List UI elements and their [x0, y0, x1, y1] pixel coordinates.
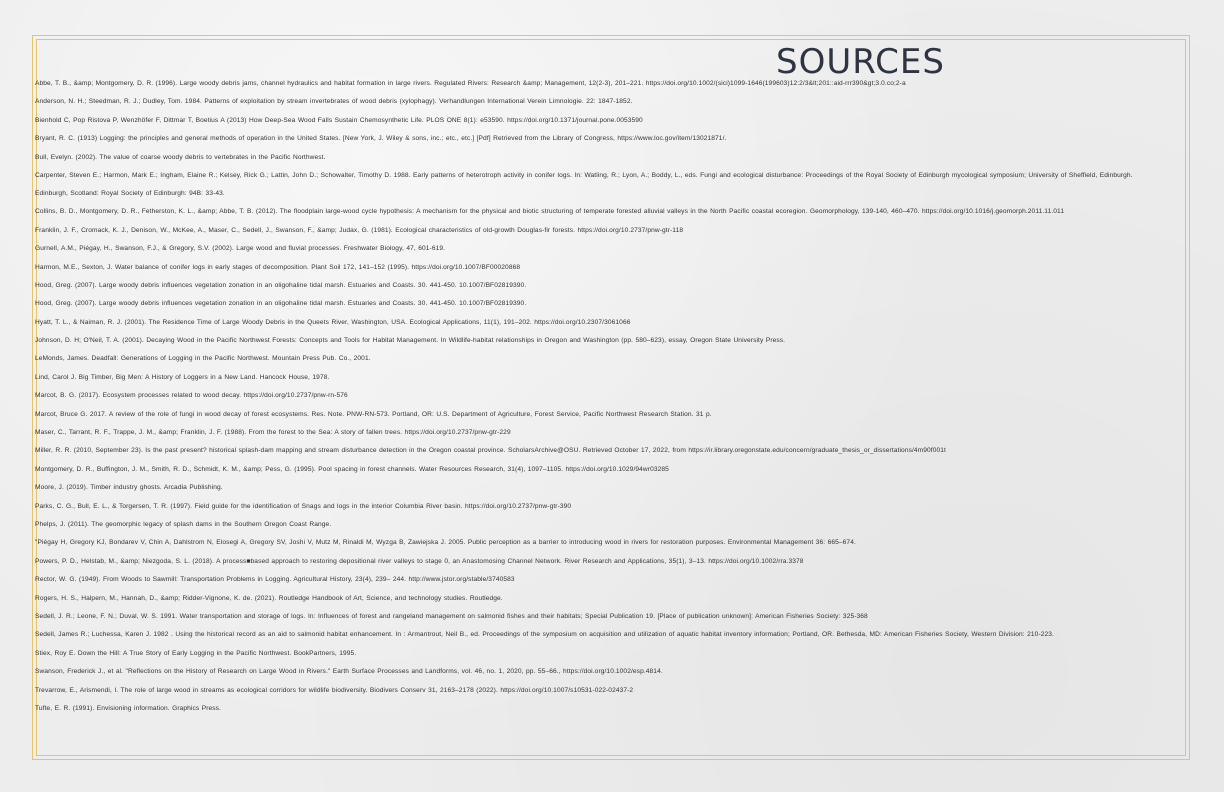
reference-entry — [35, 650, 1183, 658]
reference-entry — [35, 613, 1183, 621]
reference-text-line: Carpenter, Steven E.; Harmon, Mark E.; Ingham, Elaine R.; Kelsey, Rick G.; Lattin, John D.; Schowalter, Timothy D. 1988. Early patterns of heterotroph activity in conifer logs. In: Watling, R.; Lyon, A.; Boddy, L., eds. Fungi and ecological disturbance: Proceedings of the Royal Society of Edinburgh mycological symposium; University of Sheffield, Edinburgh. — [35, 171, 1133, 179]
reference-text-line: Hood, Greg. (2007). Large woody debris influences vegetation zonation in an oligohaline tidal marsh. Estuaries and Coasts. 30. 441-450. 10.1007/BF02819390. — [35, 300, 527, 308]
reference-text-line: Marcot, B. G. (2017). Ecosystem processes related to wood decay. https://doi.org/10.2737/pnw-rn-576 — [35, 392, 348, 400]
reference-text-line: Bienhold C, Pop Ristova P, Wenzhöfer F, Dittmar T, Boetius A (2013) How Deep-Sea Wood Falls Sustain Chemosynthetic Life. PLOS ONE 8(1): e53590. https://doi.org/10.1371/journal.pone.0053590 — [35, 116, 643, 124]
reference-entry — [35, 668, 1183, 676]
reference-text-line: Powers, P. D., Helstab, M., &amp; Niezgoda, S. L. (2018). A process■based approach to restoring depositional river valleys to stage 0, an Anastomosing Channel Network. River Research and Applications, 35(1), 3–13. https://doi.org/10.1002/rra.3378 — [35, 557, 804, 565]
reference-text-line: Sedell, J. R.; Leone, F. N.; Duval, W. S. 1991. Water transportation and storage of logs. In: Influences of forest and rangeland management on salmonid fishes and their habitats; Special Publication 19. [Place of publication unknown]: American Fisheries Society: 325-368 — [35, 612, 868, 620]
reference-text-line: Collins, B. D., Montgomery, D. R., Fetherston, K. L., &amp; Abbe, T. B. (2012). The floodplain large-wood cycle hypothesis: A mechanism for the physical and biotic structuring of temperate forested alluvial valleys in the North Pacific coastal ecoregion. Geomorphology, 139-140, 460–470. https://doi.org/10.1016/j.geomorph.2011.11.011 — [35, 208, 1065, 216]
reference-entry — [35, 172, 1183, 198]
reference-text-line: Edinburgh, Scotland: Royal Society of Edinburgh: 94B: 33-43. — [35, 189, 225, 197]
reference-entry — [35, 503, 1183, 511]
reference-text-line: Gurnell, A.M., Piégay, H., Swanson, F.J., & Gregory, S.V. (2002). Large wood and fluvial processes. Freshwater Biology, 47, 601-619. — [35, 245, 446, 253]
reference-entry — [35, 539, 1183, 547]
reference-text-line: Stiex, Roy E. Down the Hill: A True Story of Early Logging in the Pacific Northwest. BookPartners, 1995. — [35, 649, 357, 657]
reference-entry — [35, 374, 1183, 382]
reference-entry — [35, 227, 1183, 235]
reference-entry — [35, 319, 1183, 327]
reference-entry — [35, 337, 1183, 345]
reference-entry — [35, 429, 1183, 437]
reference-text-line: Hood, Greg. (2007). Large woody debris influences vegetation zonation in an oligohaline tidal marsh. Estuaries and Coasts. 30. 441-450. 10.1007/BF02819390. — [35, 281, 527, 289]
reference-text-line: Trevarrow, E., Arismendi, I. The role of large wood in streams as ecological corridors for wildlife biodiversity. Biodivers Conserv 31, 2163–2178 (2022). https://doi.org/10.1007/s10531-022-02437-2 — [35, 686, 634, 694]
reference-entry — [35, 135, 1183, 143]
reference-text-line: Lind, Carol J. Big Timber, Big Men: A History of Loggers in a New Land. Hancock House, 1978. — [35, 373, 330, 381]
reference-entry — [35, 264, 1183, 272]
reference-text-line: Abbe, T. B., &amp; Montgomery, D. R. (1996). Large woody debris jams, channel hydraulics and habitat formation in large rivers. Regulated Rivers: Research &amp; Management, 12(2-3), 201–221. https://doi.org/10.1002/(sici)1099-1646(199603)12:2/3&lt;201::aid-rrr390&gt;3.0.co;2-a — [35, 80, 906, 87]
reference-text-line: Swanson, Frederick J., et al. "Reflections on the History of Research on Large Wood in Rivers." Earth Surface Processes and Landforms, vol. 46, no. 1, 2020, pp. 55–66., https://doi.org/10.1002/esp.4814. — [35, 668, 663, 676]
slide-title: SOURCES — [776, 42, 945, 82]
reference-entry — [35, 411, 1183, 419]
reference-text-line: Anderson, N. H.; Steedman, R. J.; Dudley, Tom. 1984. Patterns of exploitation by stream invertebrates of wood debris (xylophagy). Verhandlungen International Verein Limnologie. 22: 1847-1852. — [35, 98, 633, 106]
reference-text-line: Bull, Evelyn. (2002). The value of coarse woody debris to vertebrates in the Pacific Northwest. — [35, 153, 326, 161]
reference-text-line: LeMonds, James. Deadfall: Generations of Logging in the Pacific Northwest. Mountain Press Pub. Co., 2001. — [35, 355, 371, 363]
reference-entry — [35, 300, 1183, 308]
reference-text-line: Parks, C. G., Bull, E. L., & Torgersen, T. R. (1997). Field guide for the identification of Snags and logs in the interior Columbia River basin. https://doi.org/10.2737/pnw-gtr-390 — [35, 502, 572, 510]
reference-entry — [35, 484, 1183, 492]
reference-entry — [35, 595, 1183, 603]
reference-text-line: Phelps, J. (2011). The geomorphic legacy of splash dams in the Southern Oregon Coast Range. — [35, 520, 332, 528]
reference-entry — [35, 576, 1183, 584]
reference-entry — [35, 208, 1183, 216]
reference-text-line: Bryant, R. C. (1913) Logging: the principles and general methods of operation in the United States. [New York, J. Wiley & sons, inc.; etc., etc.] [Pdf] Retrieved from the Library of Congress, https://www.loc.gov/item/13021871/. — [35, 135, 727, 143]
reference-list — [35, 80, 1183, 723]
reference-entry — [35, 355, 1183, 363]
reference-entry — [35, 245, 1183, 253]
reference-text-line: Tufte, E. R. (1991). Envisioning information. Graphics Press. — [35, 704, 221, 712]
reference-entry — [35, 80, 1183, 88]
reference-entry — [35, 154, 1183, 162]
reference-text-line: Marcot, Bruce G. 2017. A review of the role of fungi in wood decay of forest ecosystems. Res. Note. PNW-RN-573. Portland, OR: U.S. Department of Agriculture, Forest Service, Pacific Northwest Research Station. 31 p. — [35, 410, 712, 418]
reference-text-line: Sedell, James R.; Luchessa, Karen J. 1982 . Using the historical record as an aid to salmonid habitat enhancement. In : Armantrout, Neil B., ed. Proceedings of the symposium on acquisition and utilization of aquatic habitat inventory information; Portland, OR. Bethesda, MD: American Fisheries Society, Western Division: 210-223. — [35, 631, 1054, 639]
reference-text-line: Montgomery, D. R., Buffington, J. M., Smith, R. D., Schmidt, K. M., &amp; Pess, G. (1995). Pool spacing in forest channels. Water Resources Research, 31(4), 1097–1105. https://doi.org/10.1029/94wr03285 — [35, 465, 669, 473]
reference-entry — [35, 466, 1183, 474]
reference-entry — [35, 521, 1183, 529]
reference-entry — [35, 392, 1183, 400]
reference-entry — [35, 687, 1183, 695]
reference-entry — [35, 282, 1183, 290]
reference-entry — [35, 558, 1183, 566]
reference-entry — [35, 447, 1183, 455]
reference-entry — [35, 98, 1183, 106]
reference-text-line: Maser, C., Tarrant, R. F., Trappe, J. M., &amp; Franklin, J. F. (1988). From the forest to the Sea: A story of fallen trees. https://doi.org/10.2737/pnw-gtr-229 — [35, 429, 511, 437]
reference-text-line: Hyatt, T. L., & Naiman, R. J. (2001). The Residence Time of Large Woody Debris in the Queets River, Washington, USA. Ecological Applications, 11(1), 191–202. https://doi.org/10.2307/3061066 — [35, 318, 631, 326]
reference-text-line: Franklin, J. F., Cromack, K. J., Denison, W., McKee, A., Maser, C., Sedell, J., Swanson, F., &amp; Judax, G. (1981). Ecological characteristics of old-growth Douglas-fir forests. https://doi.org/10.2737/pnw-gtr-118 — [35, 226, 684, 234]
reference-text-line: "Piégay H, Gregory KJ, Bondarev V, Chin A, Dahlstrom N, Elosegi A, Gregory SV, Joshi V, Mutz M, Rinaldi M, Wyzga B, Zawiejska J. 2005. Public perception as a barrier to introducing wood in rivers for restoration purposes. Environmental Management 36: 665–674. — [35, 539, 856, 547]
reference-entry — [35, 631, 1183, 639]
reference-text-line: Miller, R. R. (2010, September 23). Is the past present? historical splash-dam mapping and stream disturbance detection in the Oregon coastal province. ScholarsArchive@OSU. Retrieved October 17, 2022, from https://ir.library.oregonstate.edu/concern/graduate_thesis_or_dissertations/4m90f001t — [35, 447, 946, 455]
reference-entry — [35, 117, 1183, 125]
reference-text-line: Harmon, M.E., Sexton, J. Water balance of conifer logs in early stages of decomposition. Plant Soil 172, 141–152 (1995). https://doi.org/10.1007/BF00020868 — [35, 263, 521, 271]
reference-text-line: Johnson, D. H; O'Neil, T. A. (2001). Decaying Wood in the Pacific Northwest Forests: Concepts and Tools for Habitat Management. In Wildlife-habitat relationships in Oregon and Washington (pp. 580–623), essay, Oregon State University Press. — [35, 337, 786, 345]
reference-text-line: Moore, J. (2019). Timber industry ghosts. Arcadia Publishing. — [35, 484, 223, 492]
reference-text-line: Rogers, H. S., Halpern, M., Hannah, D., &amp; Ridder-Vignone, K. de. (2021). Routledge Handbook of Art, Science, and technology studies. Routledge. — [35, 594, 503, 602]
reference-text-line: Rector, W. G. (1949). From Woods to Sawmill: Transportation Problems in Logging. Agricultural History, 23(4), 239– 244. http://www.jstor.org/stable/3740583 — [35, 576, 515, 584]
reference-entry — [35, 705, 1183, 713]
